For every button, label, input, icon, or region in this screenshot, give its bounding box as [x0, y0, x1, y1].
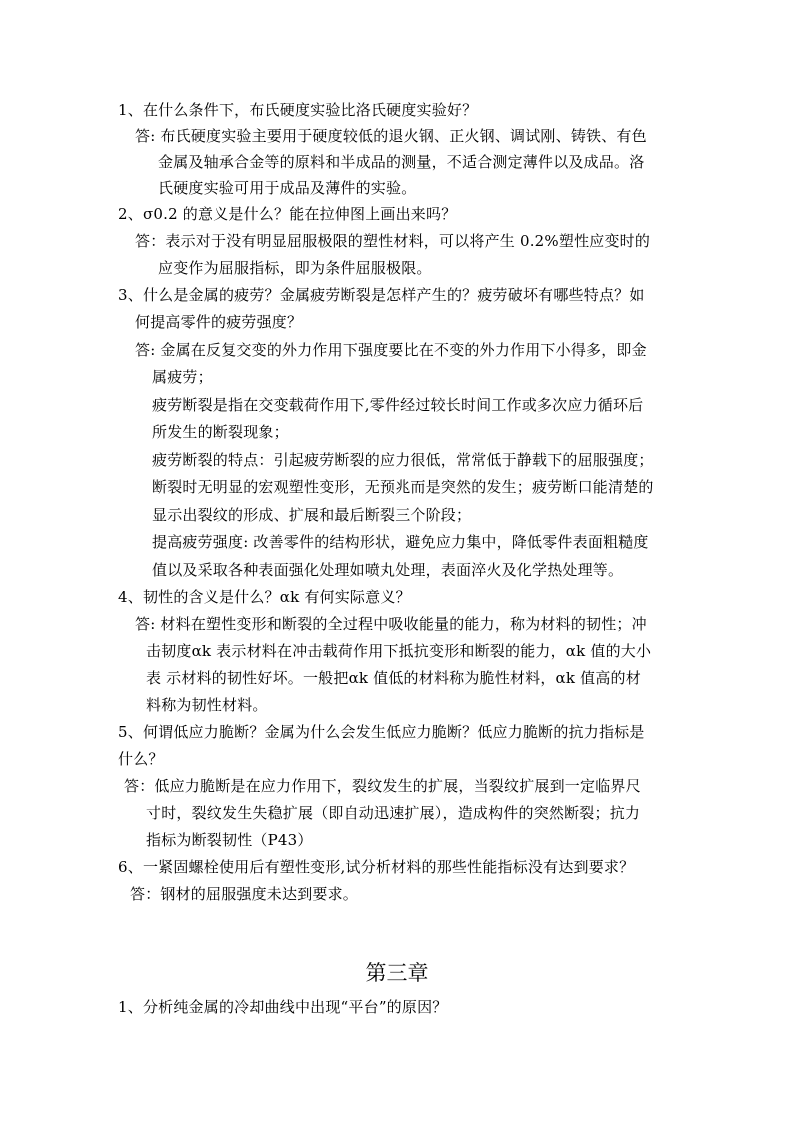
q5-question-line-2: 什么？ [118, 750, 164, 768]
q3-answer-line-2: 属疲劳； [152, 368, 213, 386]
q5-answer-line-2: 寸时，裂纹发生失稳扩展（即自动迅速扩展），造成构件的突然断裂；抗力 [146, 804, 641, 822]
q2-answer-line-1: 答：表示对于没有明显屈服极限的塑性材料，可以将产生 0.2%塑性应变时的 [135, 232, 651, 250]
q4-answer-line-4: 料称为韧性材料。 [146, 696, 268, 714]
q3-answer-line-7: 显示出裂纹的形成、扩展和最后断裂三个阶段； [152, 506, 472, 524]
q3-answer-line-5: 疲劳断裂的特点：引起疲劳断裂的应力很低，常常低于静载下的屈服强度； [152, 451, 654, 469]
q2-answer-line-2: 应变作为屈服指标，即为条件屈服极限。 [158, 259, 432, 277]
q1-question: 1、在什么条件下，布氏硬度实验比洛氏硬度实验好？ [118, 101, 478, 119]
q4-answer-line-3: 表 示材料的韧性好坏。一般把αk 值低的材料称为脆性材料，αk 值高的材 [146, 669, 641, 687]
q4-answer-line-1: 答: 材料在塑性变形和断裂的全过程中吸收能量的能力，称为材料的韧性；冲 [135, 615, 647, 633]
q3-answer-line-8: 提高疲劳强度: 改善零件的结构形状，避免应力集中，降低零件表面粗糙度 [152, 533, 649, 551]
q2-question: 2、σ0.2 的意义是什么？能在拉伸图上画出来吗？ [118, 205, 457, 223]
q5-question-line-1: 5、何谓低应力脆断？金属为什么会发生低应力脆断？低应力脆断的抗力指标是 [118, 723, 645, 741]
q5-answer-line-3: 指标为断裂韧性（P43） [146, 831, 313, 849]
q1-answer-line-2: 金属及轴承合金等的原料和半成品的测量，不适合测定薄件以及成品。洛 [158, 153, 645, 171]
q3-answer-line-6: 断裂时无明显的宏观塑性变形，无预兆而是突然的发生；疲劳断口能清楚的 [152, 478, 654, 496]
q3-answer-line-3: 疲劳断裂是指在交变载荷作用下,零件经过较长时间工作或多次应力循环后 [152, 396, 644, 414]
q3-question-line-2: 何提高零件的疲劳强度？ [135, 313, 303, 331]
q3-answer-line-9: 值以及采取各种表面强化处理如喷丸处理，表面淬火及化学热处理等。 [152, 561, 624, 579]
q6-question: 6、一紧固螺栓使用后有塑性变形,试分析材料的那些性能指标没有达到要求？ [118, 858, 635, 876]
q1-answer-line-1: 答: 布氏硬度实验主要用于硬度较低的退火钢、正火钢、调试刚、铸铁、有色 [135, 127, 647, 145]
q3-answer-line-1: 答: 金属在反复交变的外力作用下强度要比在不变的外力作用下小得多，即金 [135, 341, 647, 359]
chapter-heading: 第三章 [365, 961, 429, 985]
chapter3-q1: 1、分析纯金属的冷却曲线中出现“平台”的原因？ [118, 998, 448, 1016]
q5-answer-line-1: 答：低应力脆断是在应力作用下，裂纹发生的扩展，当裂纹扩展到一定临界尺 [124, 777, 641, 795]
q6-answer: 答：钢材的屈服强度未达到要求。 [130, 885, 359, 903]
q4-question: 4、韧性的含义是什么？αk 有何实际意义？ [118, 588, 411, 606]
q1-answer-line-3: 氏硬度实验可用于成品及薄件的实验。 [158, 179, 417, 197]
q4-answer-line-2: 击韧度αk 表示材料在冲击载荷作用下抵抗变形和断裂的能力，αk 值的大小 [146, 642, 652, 660]
q3-answer-line-4: 所发生的断裂现象； [152, 423, 289, 441]
q3-question-line-1: 3、什么是金属的疲劳？金属疲劳断裂是怎样产生的？疲劳破坏有哪些特点？如 [118, 286, 645, 304]
